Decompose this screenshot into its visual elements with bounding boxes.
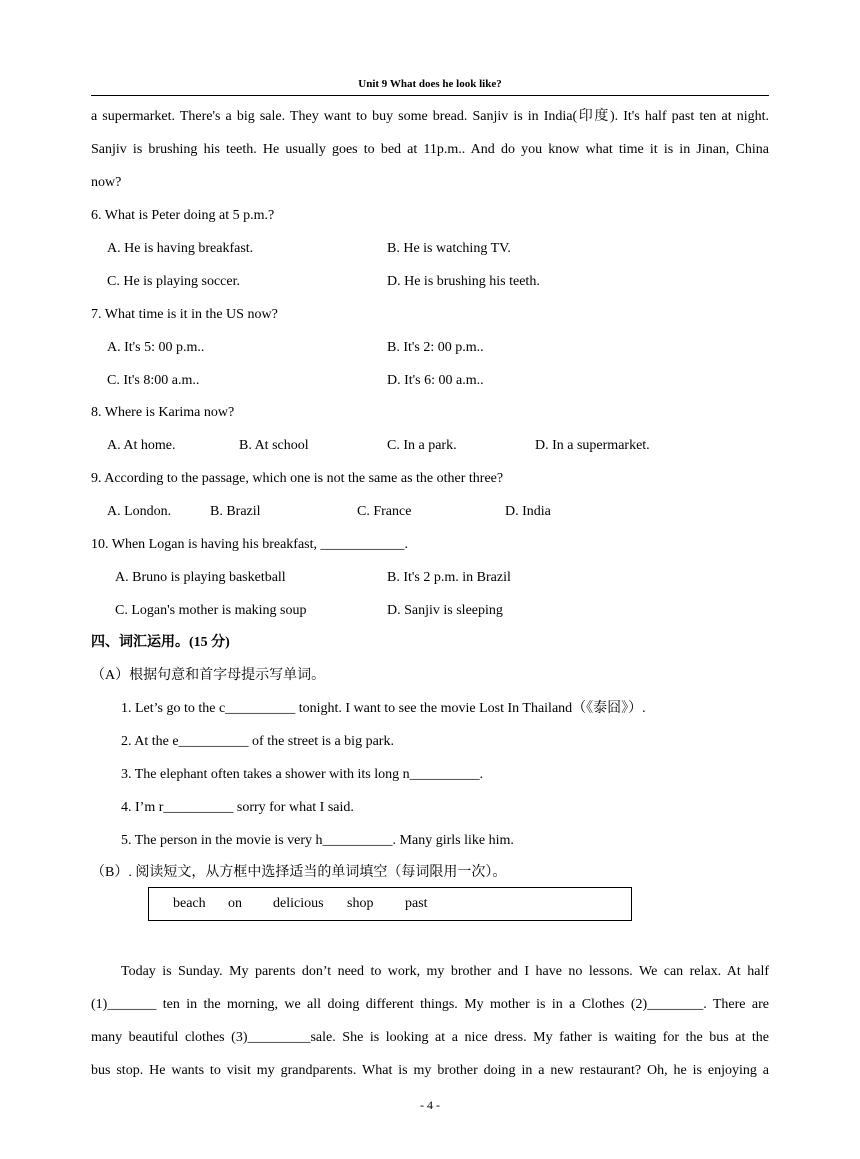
option-c: C. It's 8:00 a.m.. (107, 373, 200, 388)
option-b: B. It's 2 p.m. in Brazil (387, 570, 511, 585)
word-option: beach (173, 896, 206, 911)
part-b-instruction: （B）. 阅读短文，从方框中选择适当的单词填空（每词限用一次）。 (91, 865, 507, 880)
word-option: delicious (273, 896, 324, 911)
question-stem: 9. According to the passage, which one is not the same as the other three? (91, 471, 504, 486)
option-a: A. It's 5: 00 p.m.. (107, 340, 205, 355)
vocab-item: 4. I’m r__________ sorry for what I said. (121, 800, 354, 815)
option-d: D. It's 6: 00 a.m.. (387, 373, 484, 388)
option-d: D. He is brushing his teeth. (387, 274, 540, 289)
option-a: A. London. (107, 504, 172, 519)
option-b: B. At school (239, 438, 309, 453)
question-stem: 10. When Logan is having his breakfast, ____________. (91, 537, 409, 552)
part-a-instruction: （A）根据句意和首字母提示写单词。 (91, 668, 326, 683)
option-d: D. In a supermarket. (535, 438, 650, 453)
passage-line: now? (91, 175, 122, 190)
cloze-line: (1)_______ ten in the morning, we all doing different things. My mother is in a Clothes (2)________. There are (91, 997, 769, 1012)
option-c: C. In a park. (387, 438, 457, 453)
header-rule (91, 95, 769, 96)
option-c: C. France (357, 504, 412, 519)
cloze-line: Today is Sunday. My parents don’t need to work, my brother and I have no lessons. We can relax. At half (121, 964, 769, 979)
passage-line: Sanjiv is brushing his teeth. He usually goes to bed at 11p.m.. And do you know what time it is in Jinan, China (91, 142, 769, 157)
word-option: on (228, 896, 242, 911)
word-option: shop (347, 896, 374, 911)
page-header: Unit 9 What does he look like? (358, 78, 502, 90)
cloze-line: many beautiful clothes (3)_________sale. She is looking at a nice dress. My father is waiting for the bus at the (91, 1030, 769, 1045)
question-stem: 6. What is Peter doing at 5 p.m.? (91, 208, 275, 223)
word-box (148, 887, 632, 921)
vocab-item: 1. Let’s go to the c__________ tonight. I want to see the movie Lost In Thailand（《泰囧》）. (121, 701, 646, 716)
option-d: D. India (505, 504, 551, 519)
option-b: B. Brazil (210, 504, 261, 519)
vocab-item: 5. The person in the movie is very h__________. Many girls like him. (121, 833, 514, 848)
option-d: D. Sanjiv is sleeping (387, 603, 503, 618)
passage-line: a supermarket. There's a big sale. They want to buy some bread. Sanjiv is in India(印度). It's half past ten at night. (91, 109, 769, 124)
option-b: B. It's 2: 00 p.m.. (387, 340, 484, 355)
option-a: A. At home. (107, 438, 176, 453)
page-number: - 4 - (420, 1098, 440, 1112)
option-b: B. He is watching TV. (387, 241, 511, 256)
option-c: C. Logan's mother is making soup (115, 603, 307, 618)
option-a: A. Bruno is playing basketball (115, 570, 286, 585)
cloze-line: bus stop. He wants to visit my grandparents. What is my brother doing in a new restaurant? Oh, he is enjoying a (91, 1063, 769, 1078)
vocab-item: 2. At the e__________ of the street is a big park. (121, 734, 394, 749)
section-title: 四、词汇运用。(15 分) (91, 635, 230, 650)
question-stem: 7. What time is it in the US now? (91, 307, 278, 322)
question-stem: 8. Where is Karima now? (91, 405, 235, 420)
vocab-item: 3. The elephant often takes a shower with its long n__________. (121, 767, 484, 782)
option-a: A. He is having breakfast. (107, 241, 254, 256)
option-c: C. He is playing soccer. (107, 274, 240, 289)
word-option: past (405, 896, 428, 911)
